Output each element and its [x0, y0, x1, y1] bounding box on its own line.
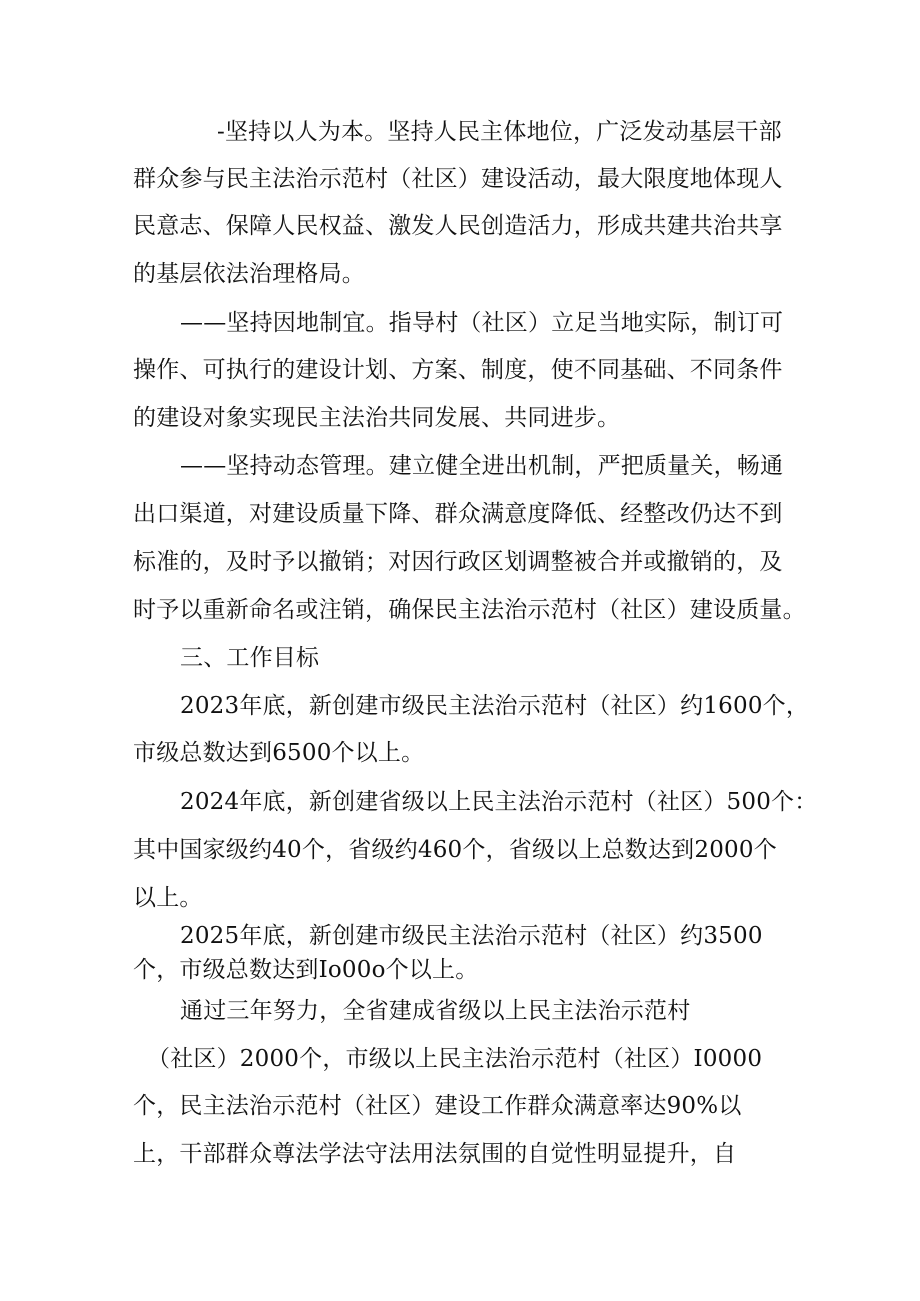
text-line: 个，市级总数达到Io00o个以上。 [133, 957, 479, 983]
text-line: 时予以重新命名或注销，确保民主法治示范村（社区）建设质量。 [133, 597, 806, 623]
text-line: -坚持以人为本。坚持人民主体地位，广泛发动基层干部 [217, 119, 782, 145]
text-line: 群众参与民主法治示范村（社区）建设活动，最大限度地体现人 [133, 166, 783, 192]
text-line: 操作、可执行的建设计划、方案、制度，使不同基础、不同条件 [133, 357, 783, 383]
text-line: 民意志、保障人民权益、激发人民创造活力，形成共建共治共享 [133, 213, 783, 239]
text-line: 上，干部群众尊法学法守法用法氛围的自觉性明显提升，自 [133, 1141, 737, 1167]
text-line: 2023年底，新创建市级民主法治示范村（社区）约1600个， [180, 693, 810, 719]
text-line: 的基层依法治理格局。 [133, 261, 365, 287]
text-line: 其中国家级约40个，省级约460个，省级以上总数达到2000个 [133, 837, 777, 863]
text-line: （社区）2000个，市级以上民主法治示范村（社区）I0000 [147, 1046, 763, 1072]
text-line: 2025年底，新创建市级民主法治示范村（社区）约3500 [180, 923, 763, 949]
text-line: 2024年底，新创建省级以上民主法治示范村（社区）500个： [180, 789, 818, 815]
text-line: 出口渠道，对建设质量下降、群众满意度降低、经整改仍达不到 [133, 501, 783, 527]
section-heading: 三、工作目标 [180, 645, 320, 671]
text-line: ——坚持动态管理。建立健全进出机制，严把质量关，畅通 [180, 453, 784, 479]
text-line: 标准的，及时予以撤销；对因行政区划调整被合并或撤销的，及 [133, 549, 783, 575]
text-line: 以上。 [133, 885, 203, 911]
text-line: 个，民主法治示范村（社区）建设工作群众满意率达90%以 [133, 1093, 742, 1119]
text-line: ——坚持因地制宜。指导村（社区）立足当地实际，制订可 [180, 310, 784, 336]
text-line: 的建设对象实现民主法治共同发展、共同进步。 [133, 405, 621, 431]
text-line: 市级总数达到6500个以上。 [133, 740, 425, 766]
text-line: 通过三年努力，全省建成省级以上民主法治示范村 [180, 998, 691, 1024]
